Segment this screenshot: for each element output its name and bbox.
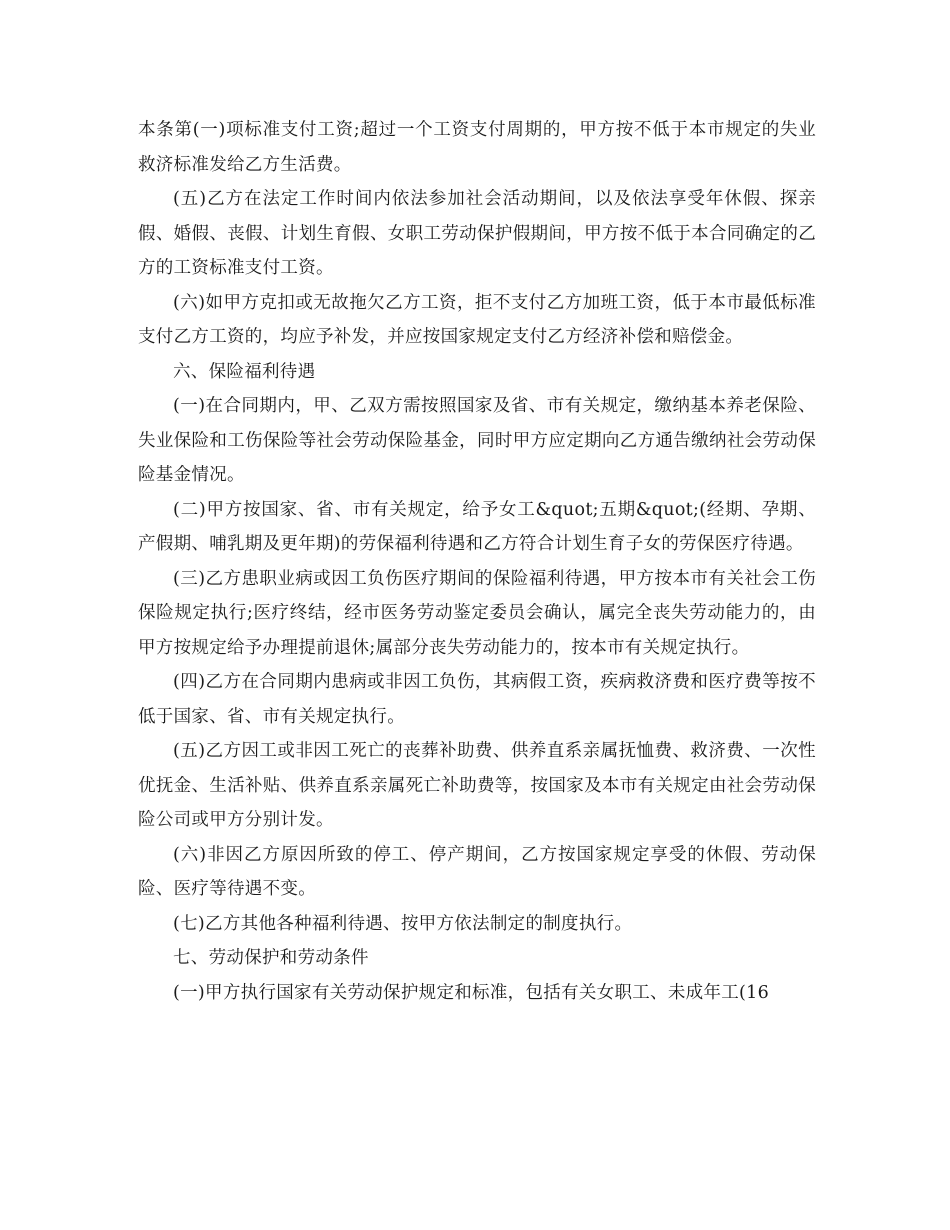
paragraph-insurance-clause-5: (五)乙方因工或非因工死亡的丧葬补助费、供养直系亲属抚恤费、救济费、一次性优抚金、生活补贴、供养直系亲属死亡补助费等，按国家及本市有关规定由社会劳动保险公司或甲方分别计发。 — [138, 741, 816, 830]
document-body — [138, 113, 816, 1010]
paragraph-insurance-clause-3: (三)乙方患职业病或因工负伤医疗期间的保险福利待遇，甲方按本市有关社会工伤保险规定执行;医疗终结，经市医务劳动鉴定委员会确认，属完全丧失劳动能力的，由甲方按规定给予办理提前退休;属部分丧失劳动能力的，按本市有关规定执行。 — [138, 568, 816, 658]
paragraph-continuation: 本条第(一)项标准支付工资;超过一个工资支付周期的，甲方按不低于本市规定的失业救济标准发给乙方生活费。 — [138, 120, 816, 175]
section-heading-insurance-welfare: 六、保险福利待遇 — [173, 361, 316, 382]
paragraph-insurance-clause-6: (六)非因乙方原因所致的停工、停产期间，乙方按国家规定享受的休假、劳动保险、医疗等待遇不变。 — [138, 844, 816, 899]
paragraph-labor-protection-clause-1: (一)甲方执行国家有关劳动保护规定和标准，包括有关女职工、未成年工(16 — [173, 982, 770, 1003]
paragraph-insurance-clause-7: (七)乙方其他各种福利待遇、按甲方依法制定的制度执行。 — [173, 913, 633, 934]
paragraph-insurance-clause-4: (四)乙方在合同期内患病或非因工负伤，其病假工资，疾病救济费和医疗费等按不低于国家、省、市有关规定执行。 — [138, 672, 816, 727]
paragraph-clause-5-leave-wages: (五)乙方在法定工作时间内依法参加社会活动期间，以及依法享受年休假、探亲假、婚假、丧假、计划生育假、女职工劳动保护假期间，甲方按不低于本合同确定的乙方的工资标准支付工资。 — [138, 189, 816, 278]
section-heading-labor-protection: 七、劳动保护和劳动条件 — [173, 948, 369, 968]
paragraph-insurance-clause-1: (一)在合同期内，甲、乙双方需按照国家及省、市有关规定，缴纳基本养老保险、失业保险和工伤保险等社会劳动保险基金，同时甲方应定期向乙方通告缴纳社会劳动保险基金情况。 — [138, 396, 816, 485]
paragraph-insurance-clause-2: (二)甲方按国家、省、市有关规定，给予女工&quot;五期&quot;(经期、孕期、产假期、哺乳期及更年期)的劳保福利待遇和乙方符合计划生育子女的劳保医疗待遇。 — [138, 499, 816, 554]
paragraph-clause-6-unpaid-wages: (六)如甲方克扣或无故拖欠乙方工资，拒不支付乙方加班工资，低于本市最低标准支付乙方工资的，均应予补发，并应按国家规定支付乙方经济补偿和赔偿金。 — [138, 292, 816, 347]
